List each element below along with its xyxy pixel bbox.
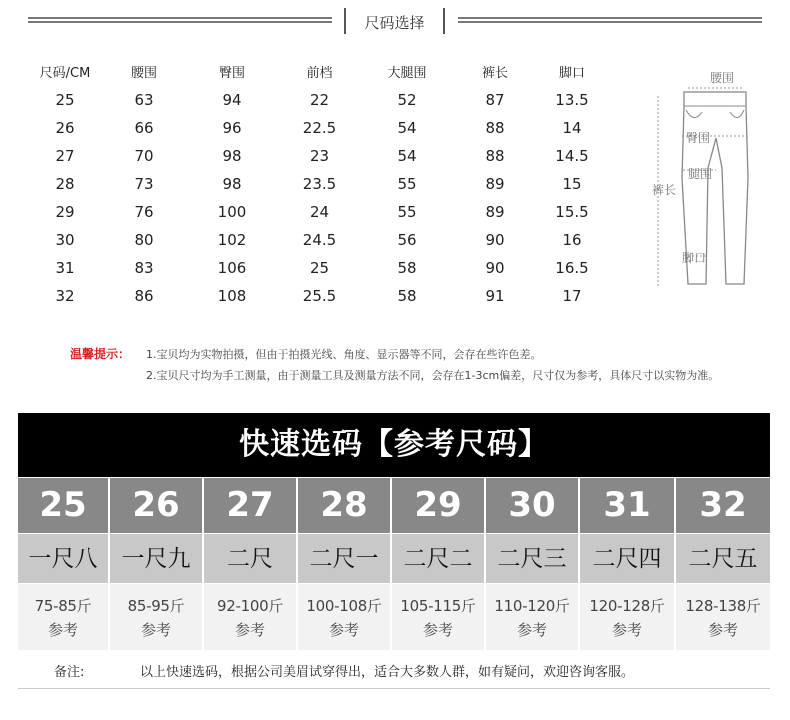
quick-size-weight-cell [110, 583, 204, 651]
cell-thigh: 58 [397, 259, 417, 277]
size-table-row [30, 86, 605, 114]
quick-size-number-row [18, 478, 770, 533]
cell-thigh: 52 [397, 91, 417, 109]
cell-length: 88 [485, 119, 505, 137]
quick-size-grid [18, 478, 770, 651]
col-header-waist: 腰围 [130, 65, 157, 81]
cell-length: 89 [485, 203, 505, 221]
col-header-hip: 臀围 [218, 65, 245, 81]
quick-size-ref: 参考 [422, 621, 453, 639]
quick-size-chinese-row [18, 533, 770, 583]
cell-thigh: 58 [397, 287, 417, 305]
quick-size-ref: 参考 [234, 621, 265, 639]
col-header-thigh: 大腿围 [387, 65, 427, 81]
quick-size-ref: 参考 [611, 621, 642, 639]
pants-diagram [650, 58, 780, 298]
cell-waist: 80 [134, 231, 154, 249]
cell-rise: 22.5 [302, 119, 337, 137]
cell-waist: 83 [134, 259, 154, 277]
cell-hip: 96 [222, 119, 242, 137]
pants-diagram-svg [650, 58, 780, 298]
pocket-left [686, 110, 702, 118]
cell-rise: 22 [309, 91, 330, 109]
cell-hem: 14.5 [555, 147, 589, 165]
cell-hip: 108 [217, 287, 247, 305]
quick-size-weight: 120-128斤 [589, 597, 665, 615]
cell-hip: 98 [222, 175, 242, 193]
cell-waist: 63 [134, 91, 154, 109]
quick-size-weight-cell [392, 583, 486, 651]
cell-waist: 66 [134, 119, 154, 137]
cell-thigh: 56 [397, 231, 417, 249]
quick-size-weight-cell [298, 583, 392, 651]
quick-size-number: 32 [676, 478, 770, 533]
cell-size: 32 [55, 287, 75, 305]
cell-hip: 102 [217, 231, 247, 249]
cell-thigh: 55 [397, 203, 417, 221]
cell-thigh: 54 [397, 119, 417, 137]
quick-size-weight-cell [204, 583, 298, 651]
length-label: 裤长 [652, 183, 677, 197]
quick-size-weight: 110-120斤 [494, 597, 570, 615]
cell-length: 91 [485, 287, 505, 305]
size-table-body [30, 86, 605, 310]
size-table-row [30, 170, 605, 198]
quick-size-number: 28 [298, 478, 392, 533]
cell-hip: 94 [222, 91, 242, 109]
cell-waist: 76 [134, 203, 154, 221]
cell-waist: 73 [134, 175, 154, 193]
cell-size: 29 [55, 203, 75, 221]
pocket-right [730, 110, 744, 118]
quick-size-number: 30 [486, 478, 580, 533]
note-section [18, 650, 770, 689]
cell-hip: 100 [217, 203, 247, 221]
quick-size-number: 27 [204, 478, 298, 533]
quick-size-number: 25 [18, 478, 110, 533]
tips-label: 温馨提示： [70, 347, 131, 361]
hip-label: 臀围 [686, 131, 711, 145]
cell-length: 87 [485, 91, 505, 109]
cell-hem: 14 [562, 119, 582, 137]
quick-size-chinese: 二尺四 [580, 533, 676, 583]
cell-size: 25 [55, 91, 75, 109]
quick-size-weight: 85-95斤 [127, 597, 185, 615]
col-header-rise: 前档 [306, 65, 333, 81]
waist-label: 腰围 [710, 71, 735, 85]
quick-size-weight: 100-108斤 [306, 597, 382, 615]
section-header [0, 0, 790, 44]
quick-size-weight-cell [18, 583, 110, 651]
cell-hip: 106 [217, 259, 247, 277]
cell-rise: 23 [309, 147, 330, 165]
cell-rise: 24 [309, 203, 330, 221]
cell-rise: 25.5 [302, 287, 337, 305]
tip-line-2: 2.宝贝尺寸均为手工测量，由于测量工具及测量方法不同，会存在1-3cm偏差，尺寸仅为参考，具体尺寸以实物为准。 [146, 369, 720, 382]
cell-length: 89 [485, 175, 505, 193]
cell-waist: 86 [134, 287, 154, 305]
col-header-size: 尺码/CM [39, 65, 91, 81]
quick-size-ref: 参考 [140, 621, 171, 639]
section-title: 尺码选择 [364, 14, 425, 32]
quick-size-title: 快速选码【参考尺码】 [18, 413, 770, 477]
quick-size-weight: 75-85斤 [34, 597, 92, 615]
cell-thigh: 54 [397, 147, 417, 165]
quick-size-weight: 92-100斤 [216, 597, 284, 615]
cell-rise: 24.5 [302, 231, 337, 249]
quick-size-weight-cell [676, 583, 770, 651]
cell-thigh: 55 [397, 175, 417, 193]
cell-rise: 25 [309, 259, 330, 277]
quick-size-weight-cell [486, 583, 580, 651]
quick-size-ref: 参考 [707, 621, 738, 639]
cell-hem: 13.5 [555, 91, 589, 109]
note-label: 备注: [54, 665, 85, 680]
cell-length: 90 [485, 259, 505, 277]
note-text: 以上快速选码，根据公司美眉试穿得出，适合大多数人群，如有疑问，欢迎咨询客服。 [140, 665, 635, 680]
cell-hem: 15.5 [555, 203, 589, 221]
quick-size-number: 26 [110, 478, 204, 533]
quick-size-chinese: 二尺 [204, 533, 298, 583]
quick-size-chinese: 二尺三 [486, 533, 580, 583]
quick-size-weight-cell [580, 583, 676, 651]
cell-size: 30 [55, 231, 75, 249]
quick-size-ref: 参考 [47, 621, 78, 639]
quick-size-chinese: 一尺九 [110, 533, 204, 583]
size-table-row [30, 282, 605, 310]
quick-size-weight-row [18, 583, 770, 651]
quick-size-ref: 参考 [516, 621, 547, 639]
quick-size-weight: 128-138斤 [685, 597, 761, 615]
quick-size-chinese: 二尺一 [298, 533, 392, 583]
cell-hem: 16 [562, 231, 582, 249]
quick-size-number: 31 [580, 478, 676, 533]
header-right-divider [458, 17, 762, 23]
cell-size: 31 [55, 259, 75, 277]
quick-size-chinese: 二尺二 [392, 533, 486, 583]
cell-size: 26 [55, 119, 75, 137]
quick-size-chinese: 一尺八 [18, 533, 110, 583]
header-right-bar [443, 8, 445, 34]
tip-line-1: 1.宝贝均为实物拍摄，但由于拍摄光线、角度、显示器等不同，会存在些许色差。 [146, 348, 542, 361]
quick-size-chinese: 二尺五 [676, 533, 770, 583]
col-header-length: 裤长 [481, 65, 508, 81]
thigh-label: 腿围 [688, 167, 713, 181]
cell-hip: 98 [222, 147, 242, 165]
cell-waist: 70 [134, 147, 154, 165]
size-table-row [30, 198, 605, 226]
col-header-hem: 脚口 [558, 65, 585, 81]
cell-hem: 17 [562, 287, 582, 305]
size-table-header-row [30, 56, 605, 86]
hem-label: 脚口 [682, 251, 707, 265]
size-table-row [30, 114, 605, 142]
size-table-row [30, 254, 605, 282]
cell-size: 27 [55, 147, 75, 165]
cell-hem: 16.5 [555, 259, 589, 277]
cell-rise: 23.5 [302, 175, 337, 193]
size-table-row [30, 142, 605, 170]
size-table [30, 56, 605, 310]
cell-size: 28 [55, 175, 75, 193]
cell-hem: 15 [562, 175, 582, 193]
quick-size-number: 29 [392, 478, 486, 533]
cell-length: 88 [485, 147, 505, 165]
quick-size-ref: 参考 [328, 621, 359, 639]
size-table-row [30, 226, 605, 254]
header-left-divider [28, 17, 332, 23]
cell-length: 90 [485, 231, 505, 249]
quick-size-weight: 105-115斤 [400, 597, 476, 615]
